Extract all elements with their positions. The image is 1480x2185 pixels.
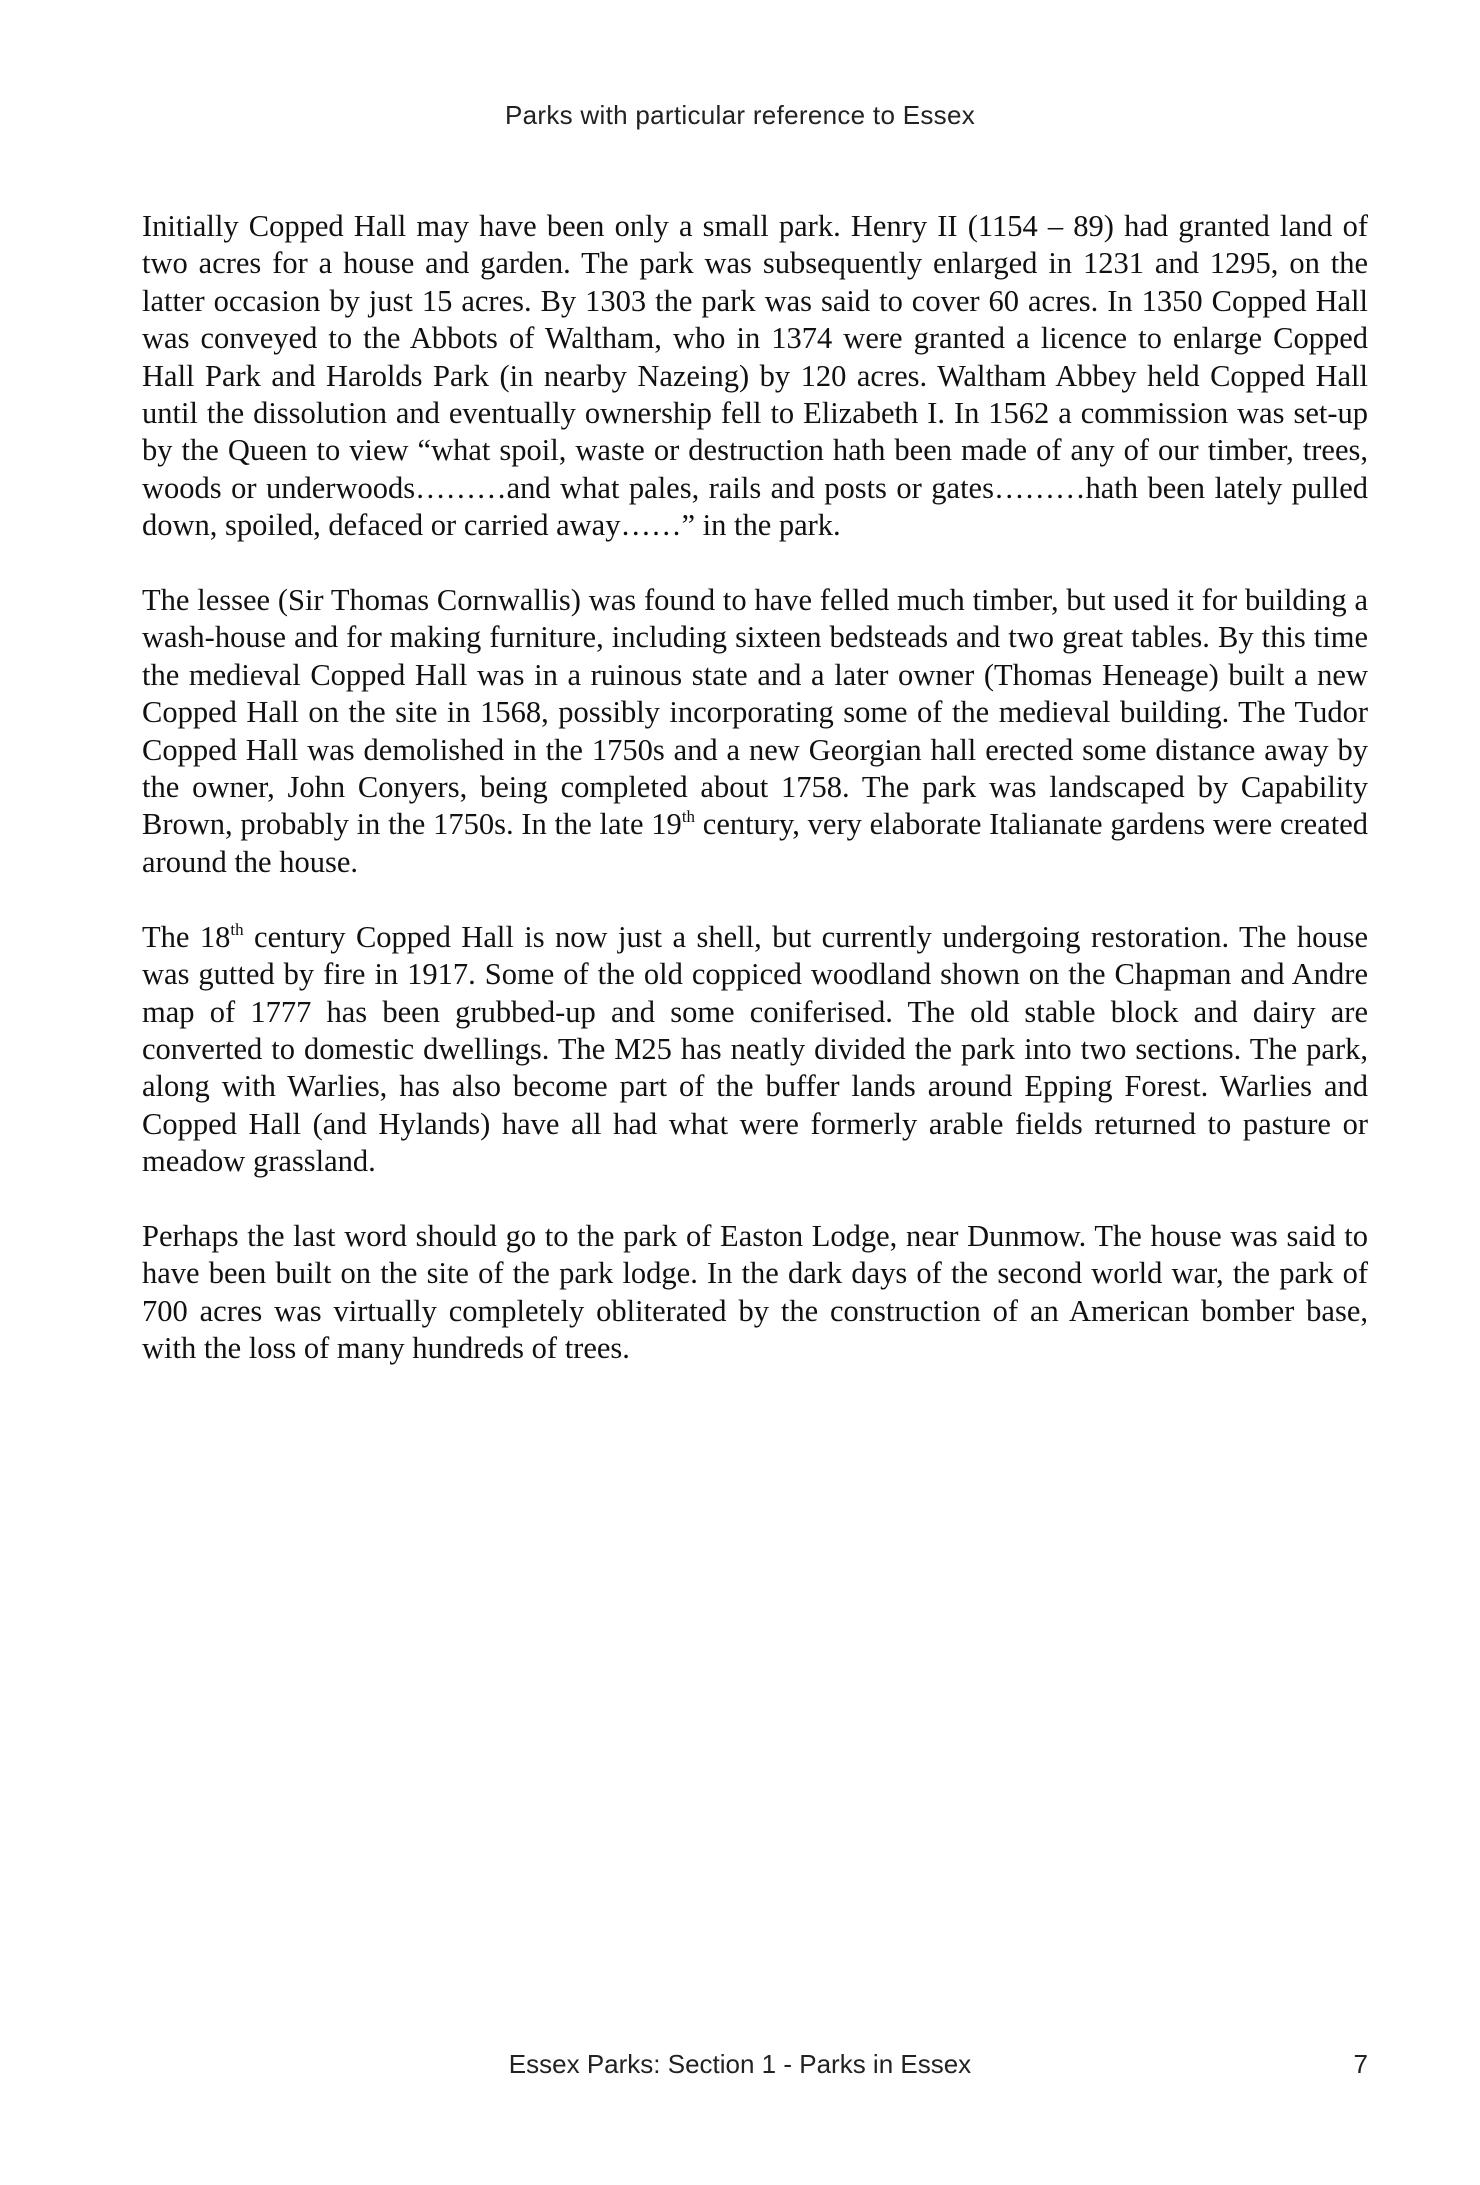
paragraph-copped-hall-history: Initially Copped Hall may have been only a small park. Henry II (1154 – 89) had granted land of two acres for a house and garden. The park was subsequently enlarged in 1231 and 1295, on the latter occasion by just 15 acres. By 1303 the park was said to cover 60 acres. In 1350 Copped Hall was conveyed to the Abbots of Waltham, who in 1374 were granted a licence to enlarge Copped Hall Park and Harolds Park (in nearby Nazeing) by 120 acres. Waltham Abbey held Copped Hall until the dissolution and eventually ownership fell to Elizabeth I. In 1562 a commission was set-up by the Queen to view “what spoil, waste or destruction hath been made of any of our timber, trees, woods or underwoods………and what pales, rails and posts or gates………hath been lately pulled down, spoiled, defaced or carried away……” in the park. — [142, 209, 1368, 543]
paragraph-cornwallis-lessee — [142, 582, 1368, 881]
running-header: Parks with particular reference to Essex — [504, 100, 976, 130]
ordinal-superscript: th — [681, 807, 696, 827]
paragraph-copped-hall-today — [142, 919, 1368, 1181]
paragraph-easton-lodge: Perhaps the last word should go to the park of Easton Lodge, near Dunmow. The house was said to have been built on the site of the park lodge. In the dark days of the second world war, the park of 700 acres was virtually completely obliterated by the construction of an American bomber base, with the loss of many hundreds of trees. — [142, 1218, 1368, 1366]
paragraph-text: The 18 — [142, 919, 231, 954]
body-text — [142, 208, 1368, 1405]
footer-section-title: Essex Parks: Section 1 - Parks in Essex — [508, 2049, 972, 2079]
page-number: 7 — [1353, 2049, 1368, 2079]
paragraph-text: The lessee (Sir Thomas Cornwallis) was found to have felled much timber, but used it for building a wash-house and for making furniture, including sixteen bedsteads and two great tables. By this time the medieval Copped Hall was in a ruinous state and a later owner (Thomas Heneage) built a new Copped Hall on the site in 1568, possibly incorporating some of the medieval building. The Tudor Copped Hall was demolished in the 1750s and a new Georgian hall erected some distance away by the owner, John Conyers, being completed about 1758. The park was landscaped by Capability Brown, probably in the 1750s. In the late 19 — [142, 583, 1368, 842]
paragraph-text: century, very elaborate Italianate gardens were created around the house. — [142, 807, 1368, 879]
paragraph-text: century Copped Hall is now just a shell, but currently undergoing restoration. The house was gutted by fire in 1917. Some of the old coppiced woodland shown on the Chapman and Andre map of 1777 has been grubbed-up and some coniferised. The old stable block and dairy are converted to domestic dwellings. The M25 has neatly divided the park into two sections. The park, along with Warlies, has also become part of the buffer lands around Epping Forest. Warlies and Copped Hall (and Hylands) have all had what were formerly arable fields returned to pasture or meadow grassland. — [142, 919, 1368, 1179]
ordinal-superscript: th — [230, 919, 244, 939]
